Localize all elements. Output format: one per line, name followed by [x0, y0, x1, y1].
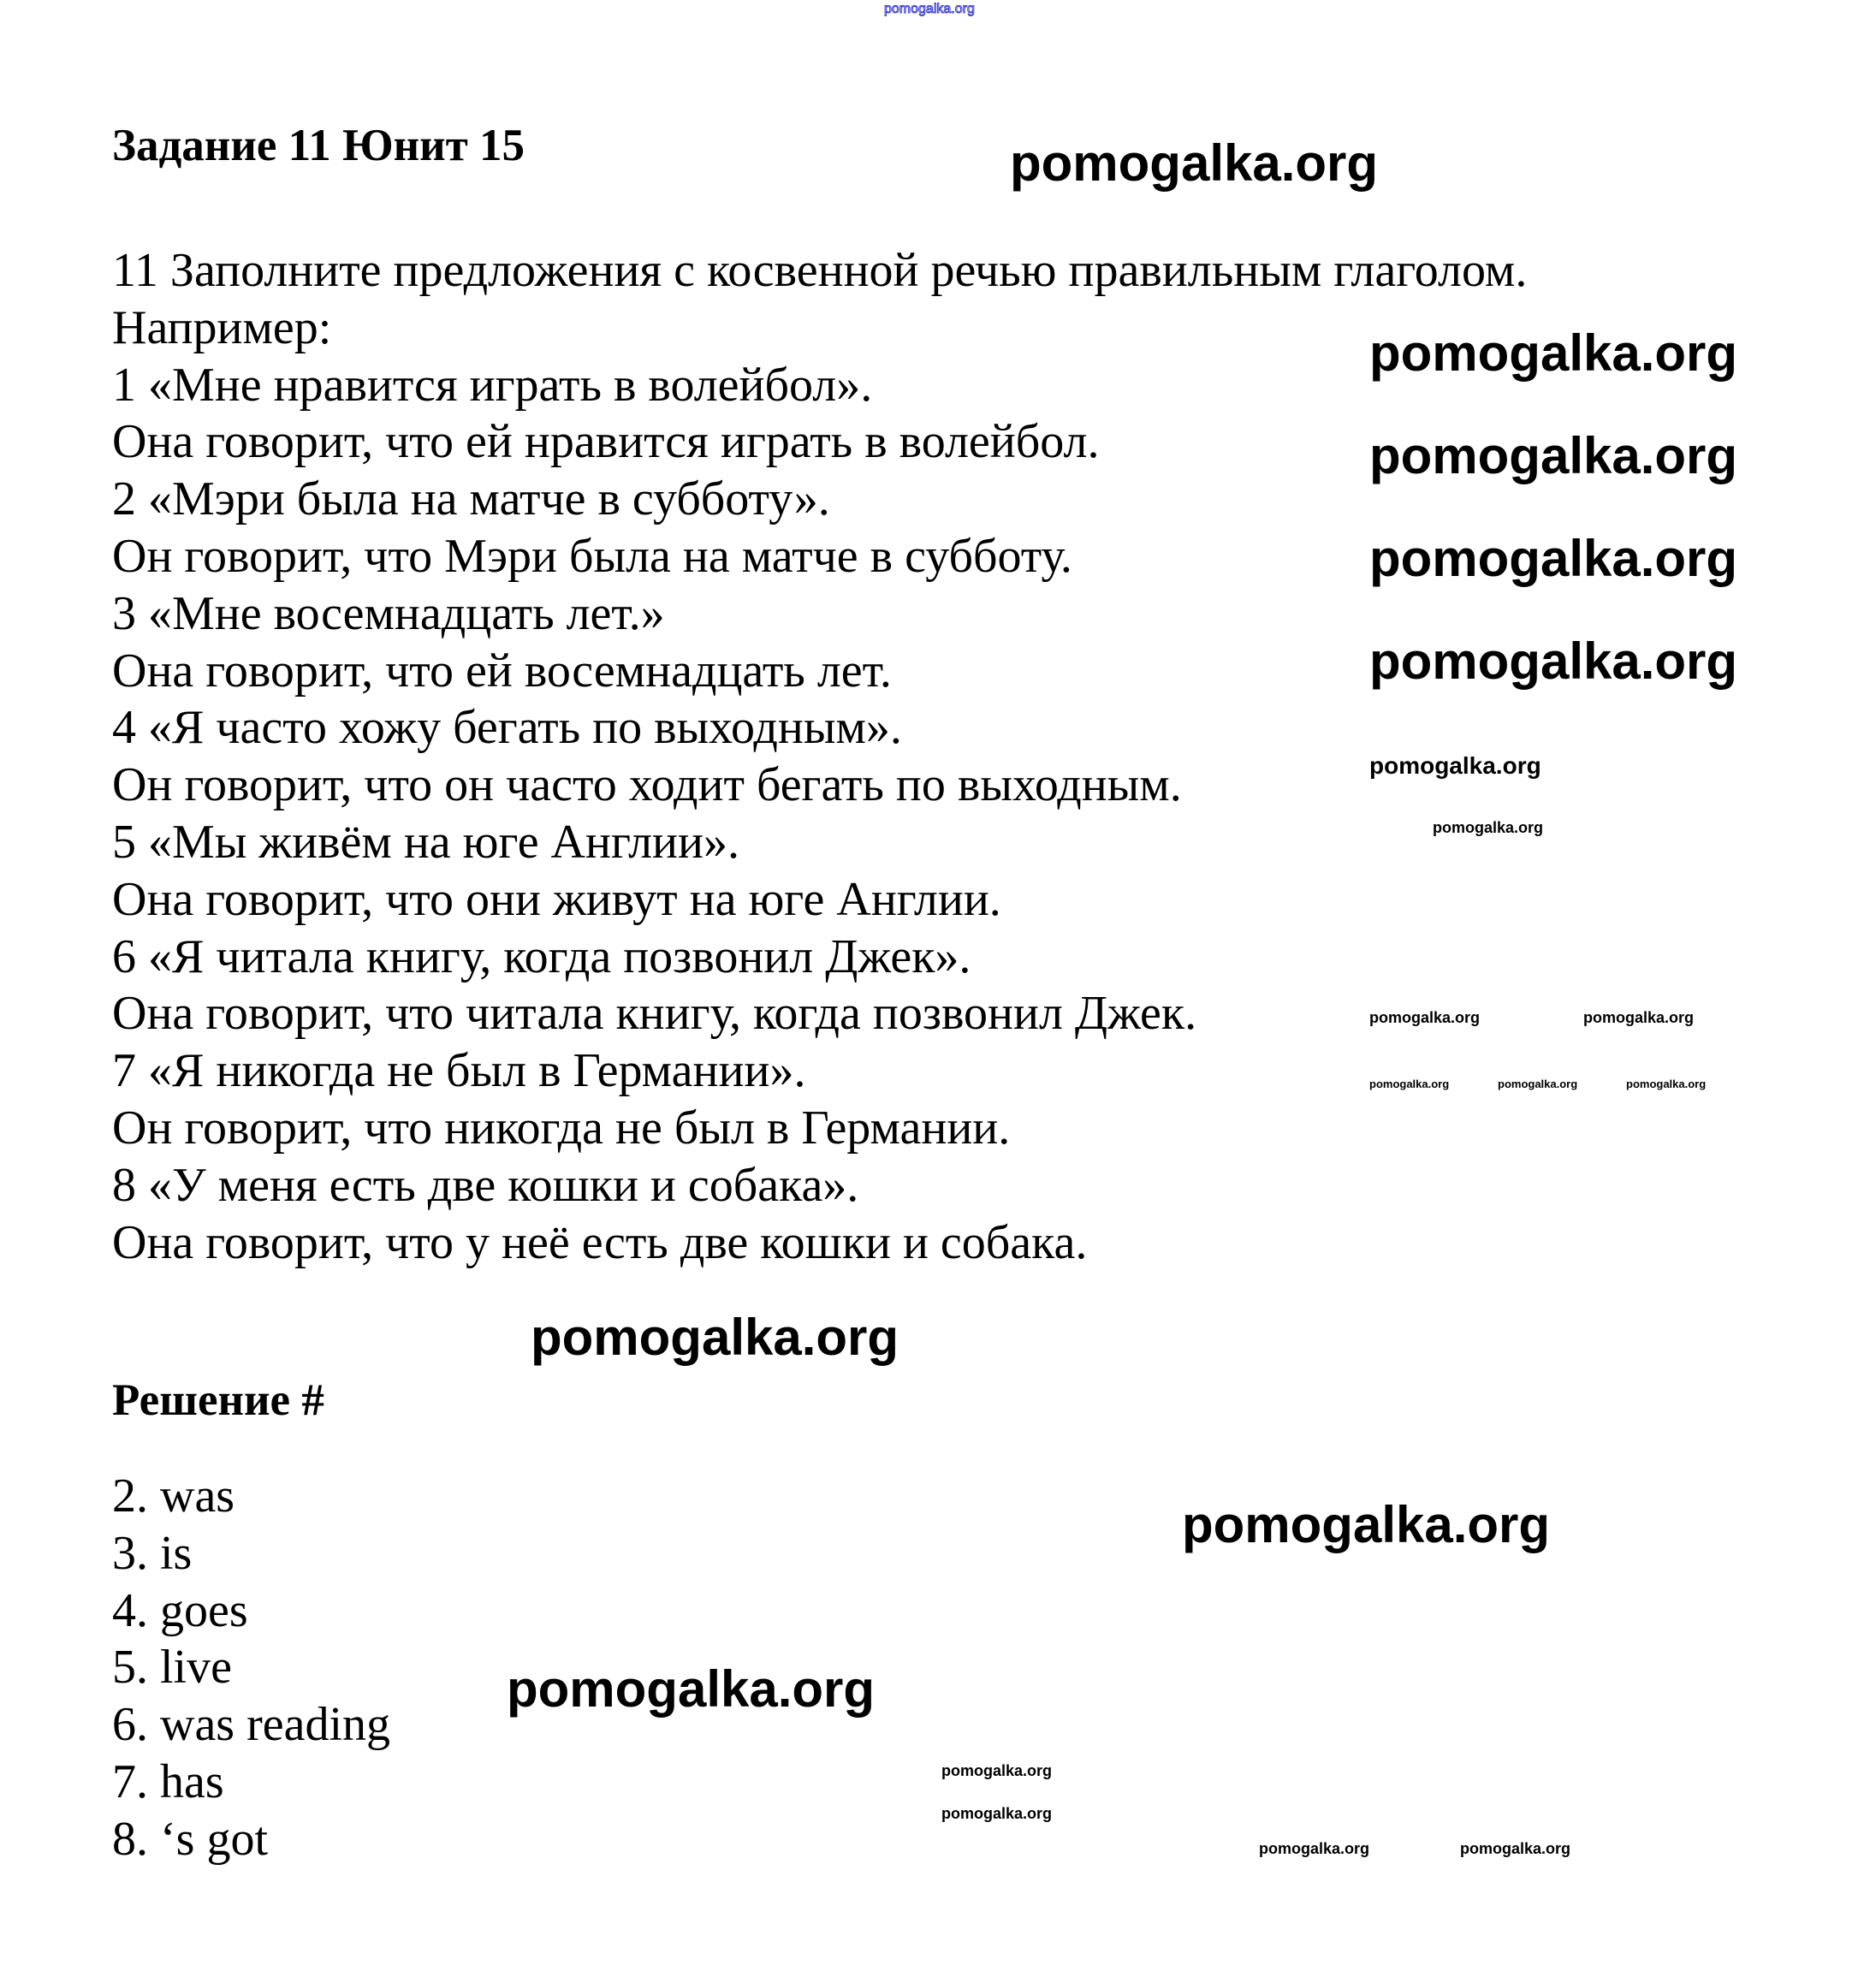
page-title: Задание 11 Юнит 15	[112, 121, 525, 170]
watermark: pomogalka.org	[1259, 1840, 1370, 1857]
answer: 6. was reading	[112, 1698, 391, 1752]
item-quote: 6 «Я читала книгу, когда позвонил Джек».	[112, 929, 971, 983]
watermark: pomogalka.org	[1433, 819, 1544, 836]
item-quote: 2 «Мэри была на матче в субботу».	[112, 472, 830, 526]
item-quote: 5 «Мы живём на юге Англии».	[112, 815, 739, 869]
item-quote: 4 «Я часто хожу бегать по выходным».	[112, 701, 902, 755]
watermark: pomogalka.org	[507, 1660, 876, 1718]
watermark: pomogalka.org	[1460, 1840, 1571, 1857]
watermark: pomogalka.org	[1369, 632, 1738, 690]
answer: 3. is	[112, 1526, 193, 1580]
answer: 7. has	[112, 1754, 224, 1808]
answers-list	[112, 1468, 390, 1868]
answer: 8. ‘s got	[112, 1812, 268, 1866]
item-quote: 7 «Я никогда не был в Германии».	[112, 1044, 806, 1098]
item-reported: Она говорит, что у неё есть две кошки и собака.	[112, 1215, 1088, 1269]
solution-heading: Решение #	[112, 1375, 324, 1425]
item-reported: Он говорит, что никогда не был в Германии.	[112, 1101, 1011, 1155]
answer: 4. goes	[112, 1583, 248, 1637]
watermark-top: pomogalka.org	[884, 2, 975, 16]
watermark: pomogalka.org	[1369, 427, 1738, 484]
watermark: pomogalka.org	[1498, 1078, 1578, 1090]
item-quote: 8 «У меня есть две кошки и собака».	[112, 1158, 859, 1212]
watermark: pomogalka.org	[1369, 530, 1738, 587]
answer: 2. was	[112, 1469, 235, 1523]
watermark: pomogalka.org	[1369, 752, 1541, 779]
task-body	[112, 242, 1527, 1271]
watermark: pomogalka.org	[1010, 134, 1379, 192]
watermark: pomogalka.org	[1369, 1009, 1481, 1026]
watermark: pomogalka.org	[1583, 1009, 1695, 1026]
item-reported: Она говорит, что они живут на юге Англии.	[112, 872, 1001, 926]
item-reported: Она говорит, что читала книгу, когда позвонил Джек.	[112, 987, 1197, 1041]
instruction: 11 Заполните предложения с косвенной речью правильным глаголом.	[112, 244, 1528, 297]
item-reported: Он говорит, что он часто ходит бегать по выходным.	[112, 758, 1182, 812]
item-quote: 3 «Мне восемнадцать лет.»	[112, 586, 665, 640]
watermark: pomogalka.org	[1182, 1496, 1551, 1553]
watermark: pomogalka.org	[1369, 324, 1738, 382]
watermark: pomogalka.org	[941, 1805, 1053, 1822]
watermark: pomogalka.org	[941, 1762, 1053, 1779]
example-label: Например:	[112, 300, 332, 354]
item-reported: Она говорит, что ей нравится играть в волейбол.	[112, 415, 1100, 469]
item-reported: Она говорит, что ей восемнадцать лет.	[112, 644, 892, 698]
item-reported: Он говорит, что Мэри была на матче в субботу.	[112, 529, 1072, 583]
watermark: pomogalka.org	[531, 1309, 899, 1366]
watermark: pomogalka.org	[1626, 1078, 1707, 1090]
watermark: pomogalka.org	[1369, 1078, 1450, 1090]
answer: 5. live	[112, 1641, 232, 1695]
item-quote: 1 «Мне нравится играть в волейбол».	[112, 358, 873, 412]
